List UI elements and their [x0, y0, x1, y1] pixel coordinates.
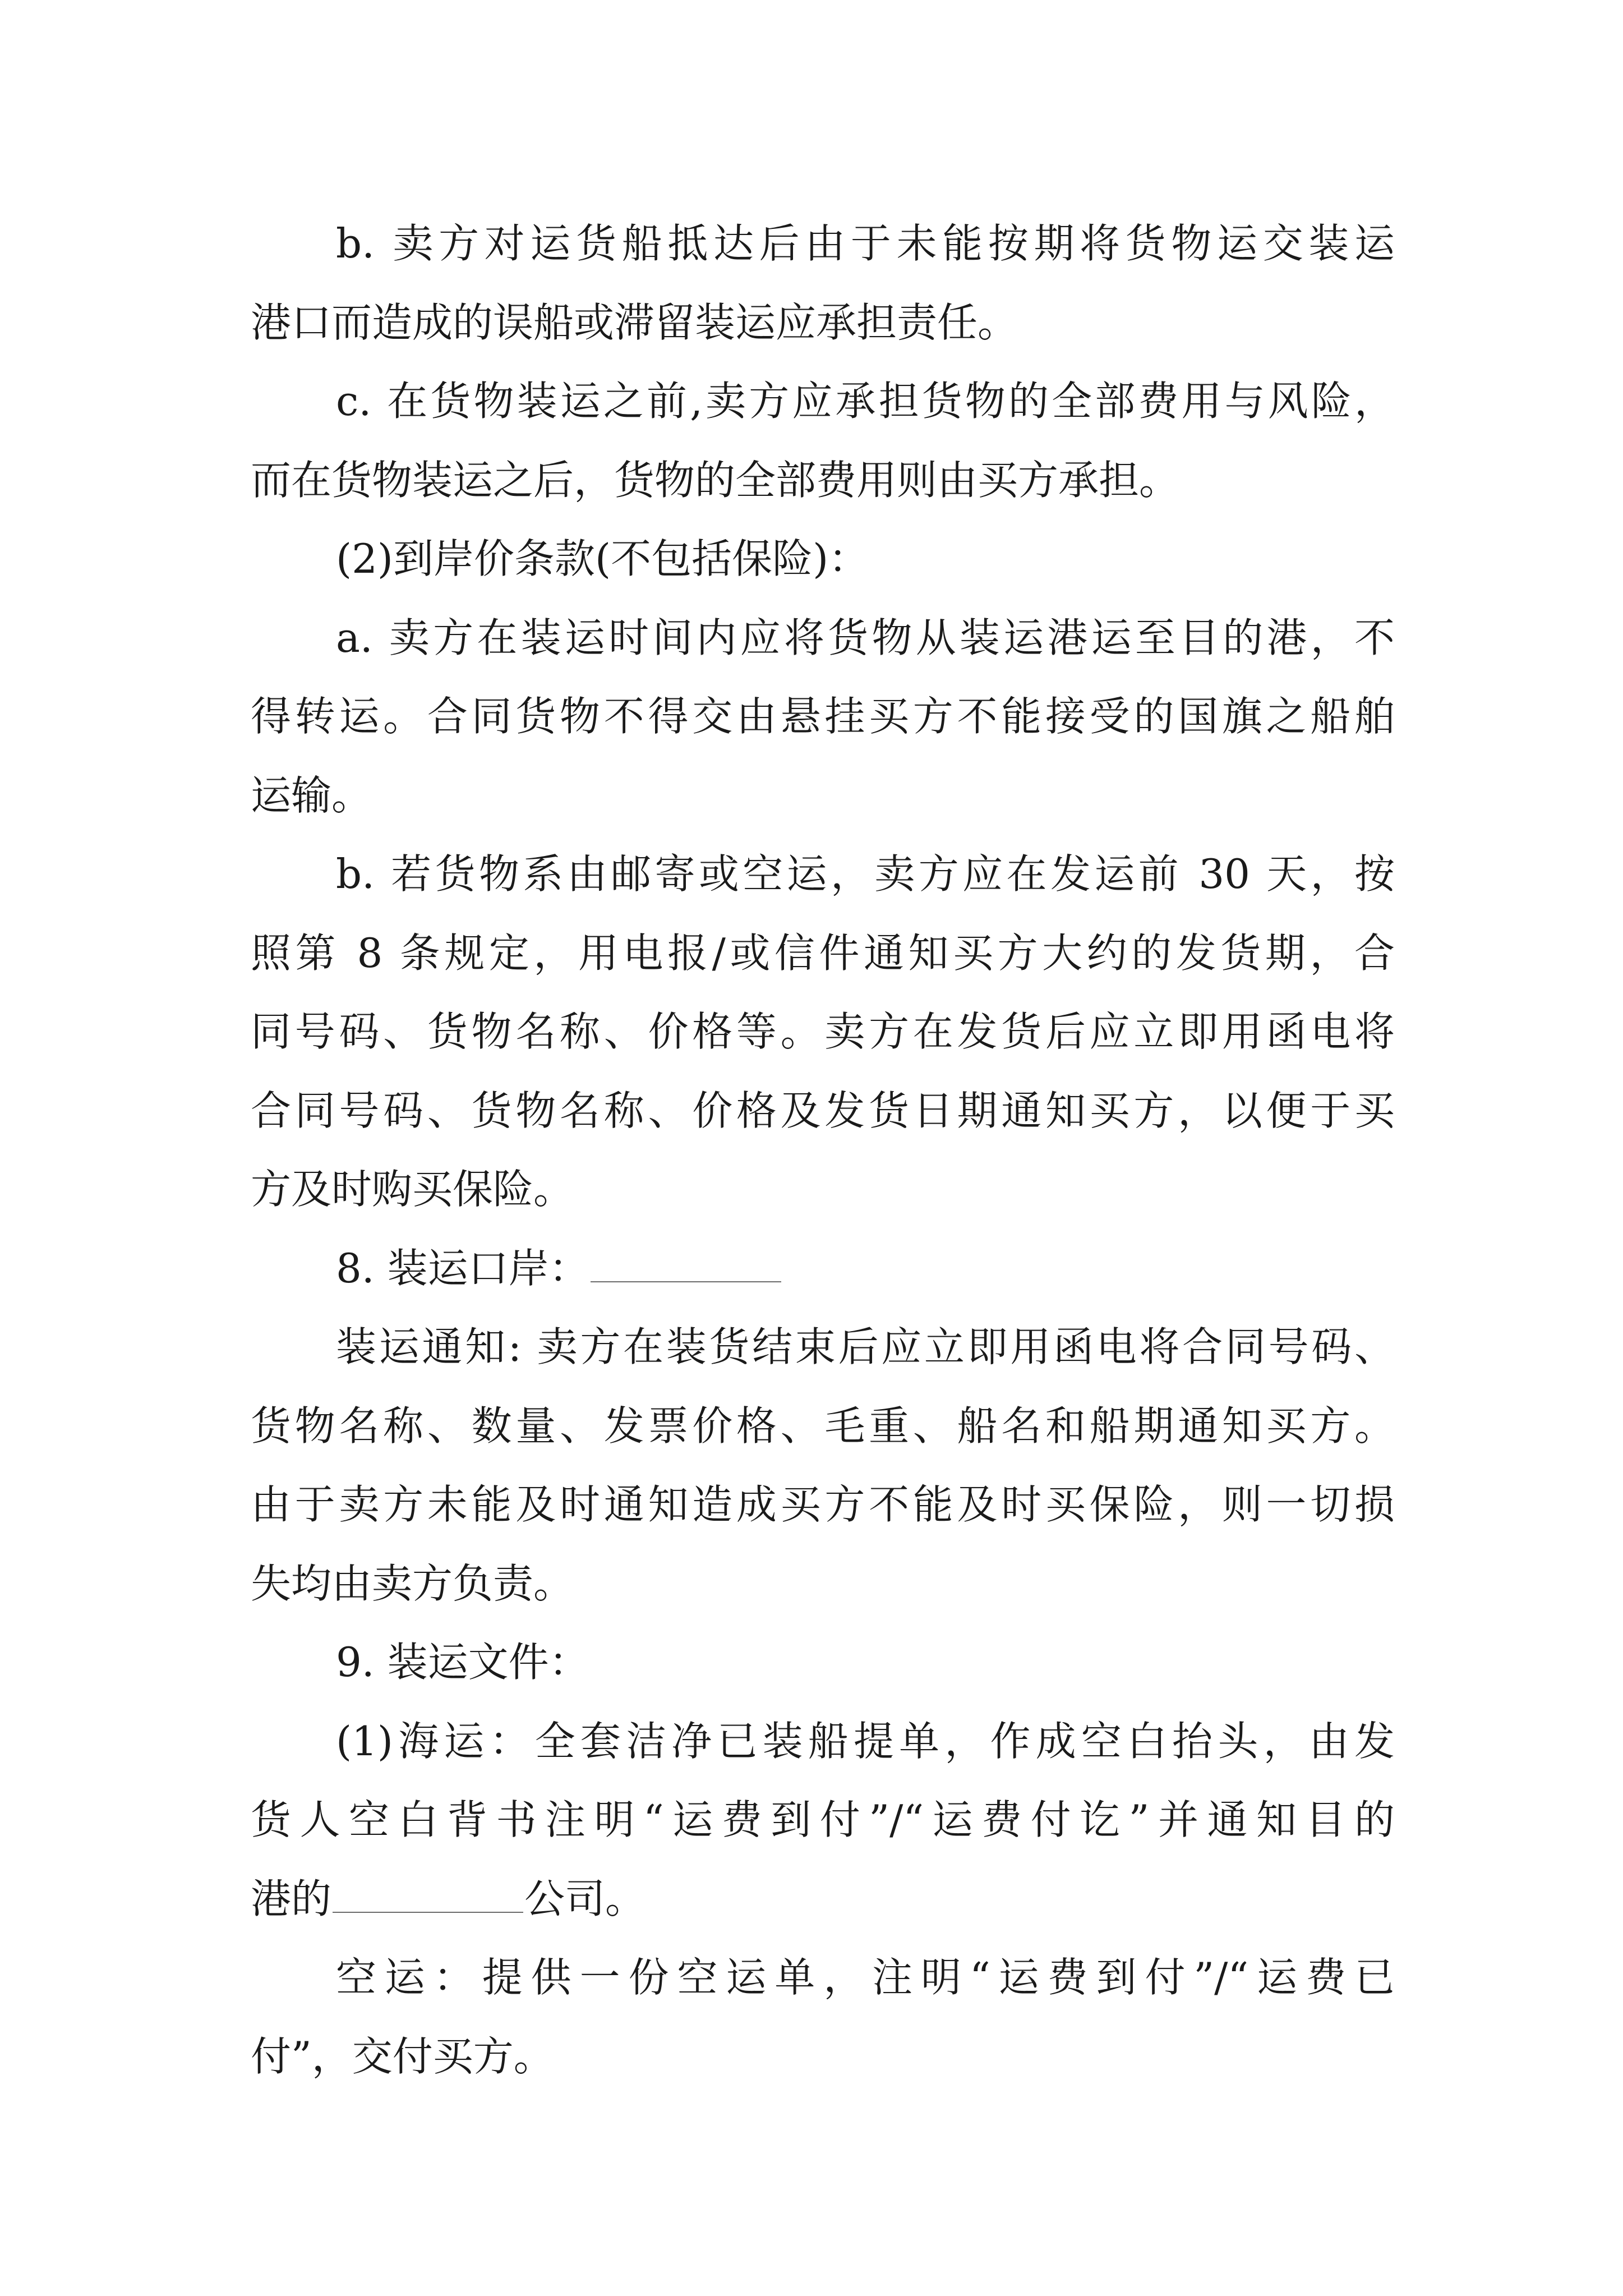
text-line: 货人空白背书注明“运费到付”/“运费付讫”并通知目的: [251, 1796, 1395, 1843]
text-line: 装运通知: 卖方在装货结束后应立即用函电将合同号码、: [336, 1323, 1395, 1370]
text-line: [251, 1229, 1395, 1308]
clause-c-cost-risk-paragraph: [251, 362, 1395, 519]
text-line: 货物名称、数量、发票价格、毛重、船名和船期通知买方。: [251, 1402, 1395, 1450]
text-line: 得转运。合同货物不得交由悬挂买方不能接受的国旗之船舶: [251, 693, 1395, 740]
shipping-notice-paragraph: [251, 1308, 1395, 1623]
shipping-documents-heading: [251, 1623, 1395, 1702]
text-line: 由于卖方未能及时通知造成买方不能及时买保险，则一切损: [251, 1481, 1395, 1528]
text-line: 方及时购买保险。: [251, 1166, 574, 1213]
clause-b-mail-air-paragraph: [251, 835, 1395, 1229]
text-line: 同号码、货物名称、价格等。卖方在发货后应立即用函电将: [251, 1008, 1395, 1055]
ocean-transport-paragraph: [251, 1702, 1395, 1939]
text-line: 港口而造成的误船或滞留装运应承担责任。: [251, 298, 1018, 346]
text-before-blank: 港的: [251, 1875, 332, 1922]
text-line: [251, 1860, 1395, 1939]
text-line: c. 在货物装运之前,卖方应承担货物的全部费用与风险，: [336, 378, 1395, 425]
text-line: 照第 8 条规定，用电报/或信件通知买方大约的发货期，合: [251, 929, 1395, 977]
port-of-shipment-label: 8. 装运口岸：: [336, 1244, 589, 1292]
port-of-shipment-paragraph: [251, 1229, 1395, 1308]
text-line: (2)到岸价条款(不包括保险)：: [336, 535, 869, 582]
fill-in-blank: [333, 1880, 523, 1913]
text-line: 运输。: [251, 771, 372, 819]
document-body: [251, 204, 1395, 2096]
clause-b-seller-delay-paragraph: [251, 204, 1395, 362]
text-after-blank: 公司。: [524, 1875, 646, 1922]
text-line: 空运：提供一份空运单，注明“运费到付”/“运费已: [336, 1954, 1395, 2001]
fill-in-blank: [591, 1250, 781, 1282]
text-line: 而在货物装运之后，货物的全部费用则由买方承担。: [251, 456, 1180, 504]
text-line: b. 卖方对运货船抵达后由于未能按期将货物运交装运: [336, 220, 1395, 267]
text-line: (1)海运：全套洁净已装船提单，作成空白抬头，由发: [336, 1717, 1395, 1765]
air-transport-paragraph: [251, 1938, 1395, 2096]
clause-a-transport-paragraph: [251, 599, 1395, 835]
cfr-clause-heading: [251, 519, 1395, 599]
text-line: 失均由卖方负责。: [251, 1559, 574, 1607]
text-line: b. 若货物系由邮寄或空运，卖方应在发运前 30 天，按: [336, 850, 1395, 898]
text-line: 9. 装运文件：: [336, 1639, 589, 1686]
text-line: 付”，交付买方。: [251, 2032, 554, 2080]
text-line: 合同号码、货物名称、价格及发货日期通知买方，以便于买: [251, 1087, 1395, 1134]
text-line: a. 卖方在装运时间内应将货物从装运港运至目的港，不: [336, 614, 1395, 661]
